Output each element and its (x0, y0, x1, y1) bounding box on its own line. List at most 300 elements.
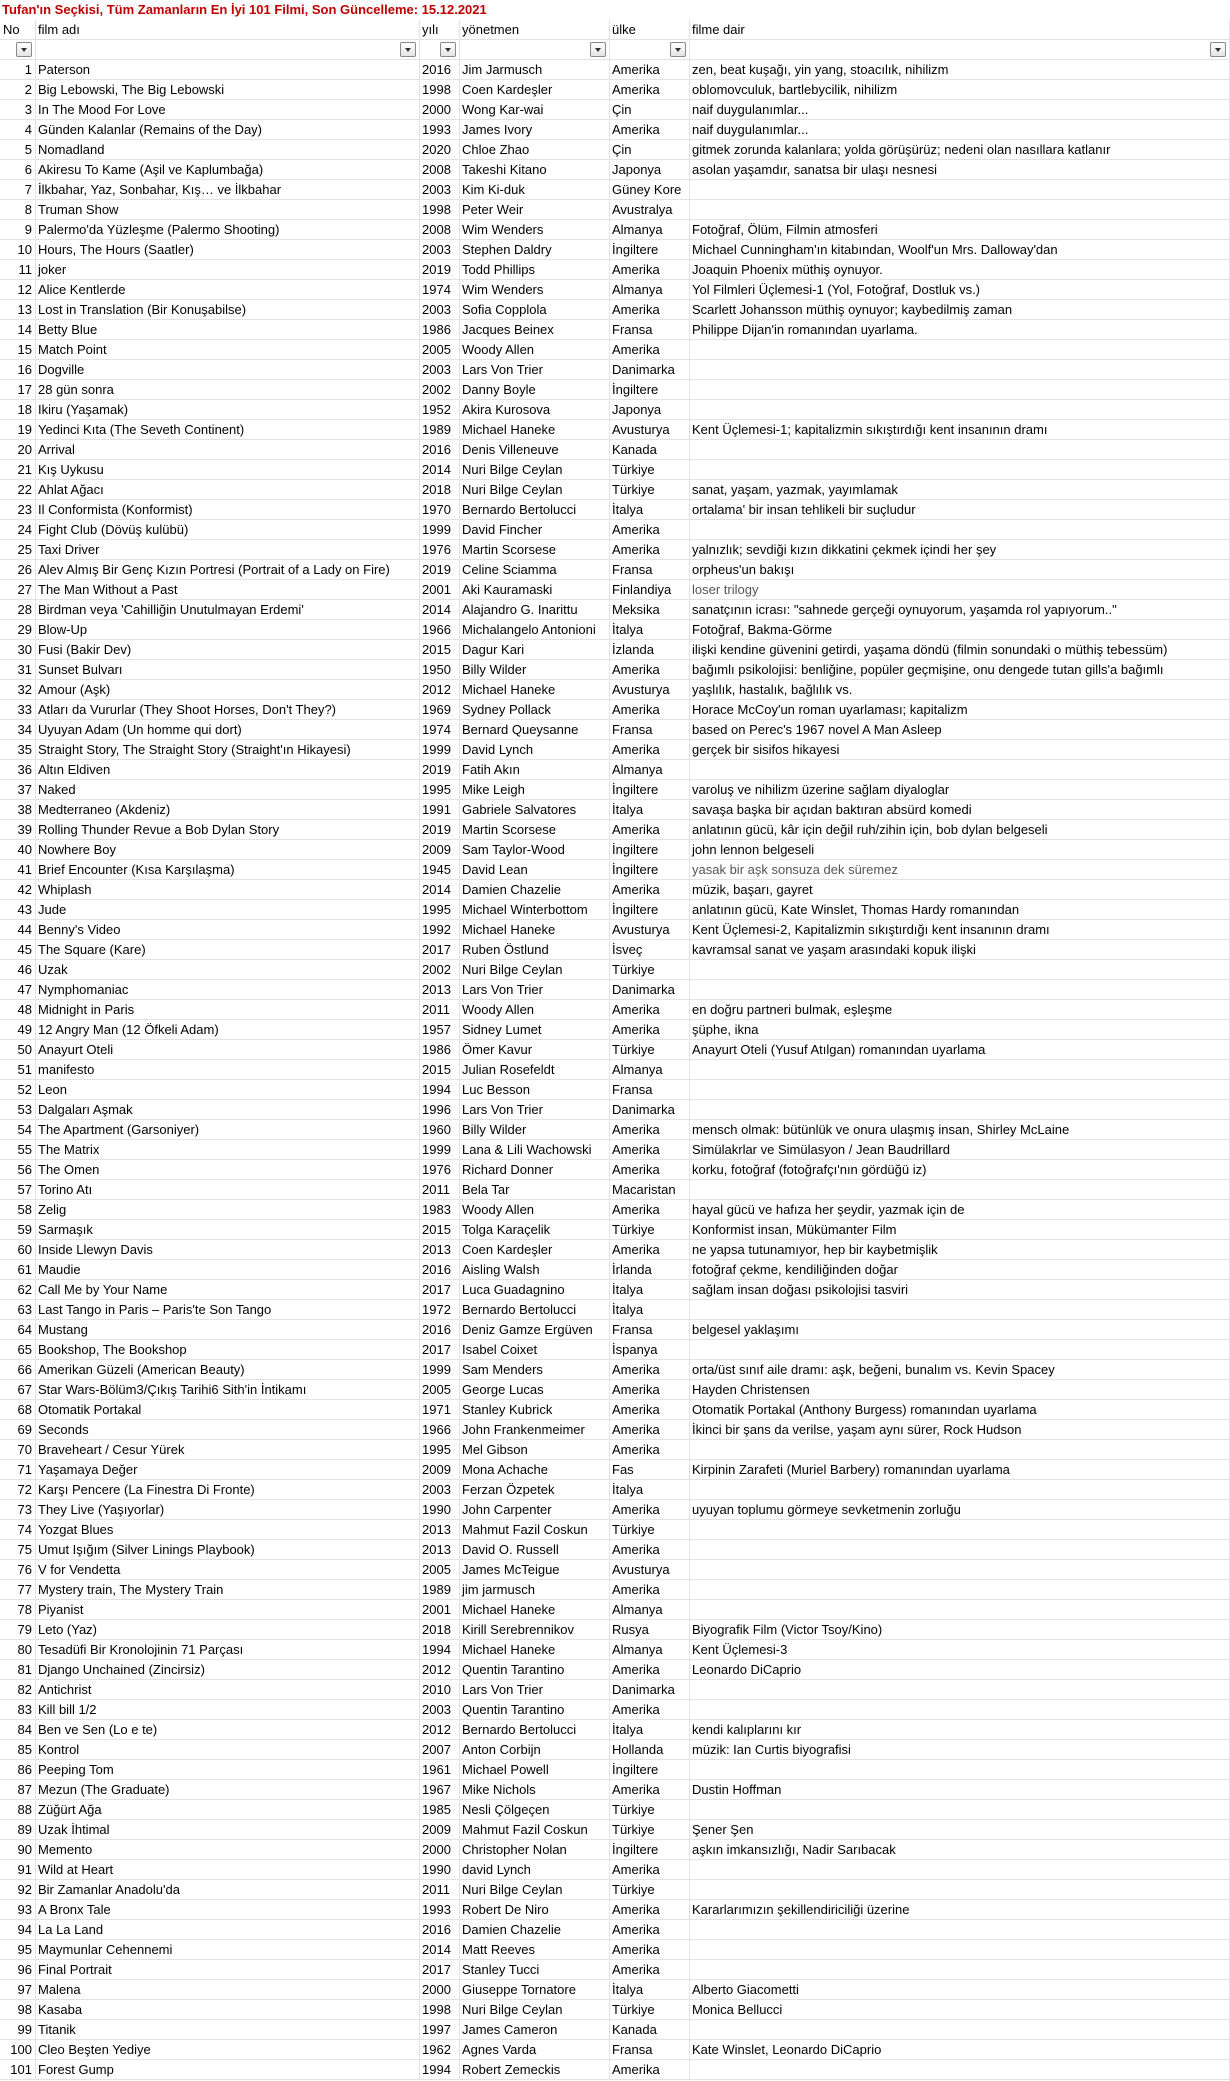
cell-country[interactable]: İzlanda (610, 640, 690, 660)
cell-notes[interactable]: orta/üst sınıf aile dramı: aşk, beğeni, bunalım vs. Kevin Spacey (690, 1360, 1230, 1380)
cell-year[interactable]: 2014 (420, 460, 460, 480)
cell-director[interactable]: Kim Ki-duk (460, 180, 610, 200)
cell-no[interactable]: 78 (0, 1600, 36, 1620)
cell-director[interactable]: Nuri Bilge Ceylan (460, 960, 610, 980)
cell-year[interactable]: 2000 (420, 100, 460, 120)
cell-no[interactable]: 96 (0, 1960, 36, 1980)
cell-film-title[interactable]: Jude (36, 900, 420, 920)
cell-no[interactable]: 56 (0, 1160, 36, 1180)
cell-director[interactable]: Mel Gibson (460, 1440, 610, 1460)
cell-country[interactable]: Amerika (610, 1380, 690, 1400)
cell-country[interactable]: İngiltere (610, 1840, 690, 1860)
cell-notes[interactable]: Kent Üçlemesi-2, Kapitalizmin sıkıştırdığı kent insanının dramı (690, 920, 1230, 940)
filter-dropdown-icon[interactable] (670, 42, 686, 57)
cell-notes[interactable]: Monica Bellucci (690, 2000, 1230, 2020)
cell-no[interactable]: 89 (0, 1820, 36, 1840)
filter-dropdown-icon[interactable] (440, 42, 456, 57)
cell-notes[interactable]: anlatının gücü, Kate Winslet, Thomas Hardy romanından (690, 900, 1230, 920)
cell-director[interactable]: Michalangelo Antonioni (460, 620, 610, 640)
cell-director[interactable]: Lars Von Trier (460, 1680, 610, 1700)
cell-year[interactable]: 2015 (420, 1060, 460, 1080)
cell-notes[interactable]: Otomatik Portakal (Anthony Burgess) romanından uyarlama (690, 1400, 1230, 1420)
cell-film-title[interactable]: Malena (36, 1980, 420, 2000)
cell-country[interactable]: Almanya (610, 1060, 690, 1080)
cell-country[interactable]: Rusya (610, 1620, 690, 1640)
cell-country[interactable]: İsveç (610, 940, 690, 960)
cell-no[interactable]: 1 (0, 60, 36, 80)
cell-year[interactable]: 2019 (420, 760, 460, 780)
cell-no[interactable]: 81 (0, 1660, 36, 1680)
cell-director[interactable]: Ruben Östlund (460, 940, 610, 960)
cell-country[interactable]: Türkiye (610, 480, 690, 500)
cell-film-title[interactable]: Amerikan Güzeli (American Beauty) (36, 1360, 420, 1380)
cell-notes[interactable]: Hayden Christensen (690, 1380, 1230, 1400)
cell-no[interactable]: 52 (0, 1080, 36, 1100)
cell-notes[interactable]: orpheus'un bakışı (690, 560, 1230, 580)
cell-director[interactable]: Aki Kauramaski (460, 580, 610, 600)
cell-director[interactable]: Bernard Queysanne (460, 720, 610, 740)
cell-country[interactable]: Amerika (610, 1440, 690, 1460)
cell-no[interactable]: 88 (0, 1800, 36, 1820)
cell-no[interactable]: 82 (0, 1680, 36, 1700)
cell-year[interactable]: 1994 (420, 1640, 460, 1660)
cell-notes[interactable]: sanatçının icrası: "sahnede gerçeği oynuyorum, yaşamda rol yapıyorum.." (690, 600, 1230, 620)
cell-country[interactable]: Meksika (610, 600, 690, 620)
cell-director[interactable]: James Cameron (460, 2020, 610, 2040)
cell-director[interactable]: Coen Kardeşler (460, 80, 610, 100)
cell-notes[interactable]: gerçek bir sisifos hikayesi (690, 740, 1230, 760)
cell-film-title[interactable]: Anayurt Oteli (36, 1040, 420, 1060)
cell-no[interactable]: 50 (0, 1040, 36, 1060)
cell-no[interactable]: 92 (0, 1880, 36, 1900)
cell-film-title[interactable]: Medterraneo (Akdeniz) (36, 800, 420, 820)
filter-dropdown-icon[interactable] (400, 42, 416, 57)
filter-dropdown-icon[interactable] (1210, 42, 1226, 57)
cell-country[interactable]: Danimarka (610, 980, 690, 1000)
cell-director[interactable]: Denis Villeneuve (460, 440, 610, 460)
cell-country[interactable]: Finlandiya (610, 580, 690, 600)
cell-notes[interactable] (690, 1560, 1230, 1580)
cell-film-title[interactable]: Bookshop, The Bookshop (36, 1340, 420, 1360)
cell-country[interactable]: Hollanda (610, 1740, 690, 1760)
cell-country[interactable]: Japonya (610, 400, 690, 420)
cell-director[interactable]: Danny Boyle (460, 380, 610, 400)
cell-no[interactable]: 67 (0, 1380, 36, 1400)
cell-no[interactable]: 68 (0, 1400, 36, 1420)
cell-no[interactable]: 48 (0, 1000, 36, 1020)
cell-year[interactable]: 2017 (420, 940, 460, 960)
cell-country[interactable]: Amerika (610, 120, 690, 140)
cell-year[interactable]: 2011 (420, 1180, 460, 1200)
cell-no[interactable]: 36 (0, 760, 36, 780)
cell-country[interactable]: Amerika (610, 660, 690, 680)
cell-film-title[interactable]: Mezun (The Graduate) (36, 1780, 420, 1800)
cell-year[interactable]: 2000 (420, 1980, 460, 2000)
cell-film-title[interactable]: Ben ve Sen (Lo e te) (36, 1720, 420, 1740)
cell-film-title[interactable]: Kill bill 1/2 (36, 1700, 420, 1720)
cell-film-title[interactable]: Maudie (36, 1260, 420, 1280)
cell-notes[interactable]: Horace McCoy'un roman uyarlaması; kapitalizm (690, 700, 1230, 720)
cell-country[interactable]: Avusturya (610, 1560, 690, 1580)
cell-year[interactable]: 1960 (420, 1120, 460, 1140)
cell-notes[interactable]: Kirpinin Zarafeti (Muriel Barbery) romanından uyarlama (690, 1460, 1230, 1480)
cell-notes[interactable]: naif duygulanımlar... (690, 120, 1230, 140)
cell-no[interactable]: 39 (0, 820, 36, 840)
cell-film-title[interactable]: Star Wars-Bölüm3/Çıkış Tarihi6 Sith'in İntikamı (36, 1380, 420, 1400)
cell-year[interactable]: 2005 (420, 1560, 460, 1580)
cell-no[interactable]: 83 (0, 1700, 36, 1720)
cell-country[interactable]: Amerika (610, 80, 690, 100)
cell-notes[interactable] (690, 360, 1230, 380)
cell-no[interactable]: 86 (0, 1760, 36, 1780)
cell-year[interactable]: 2000 (420, 1840, 460, 1860)
cell-director[interactable]: Martin Scorsese (460, 540, 610, 560)
cell-country[interactable]: Kanada (610, 440, 690, 460)
cell-notes[interactable] (690, 1480, 1230, 1500)
cell-director[interactable]: Matt Reeves (460, 1940, 610, 1960)
cell-film-title[interactable]: A Bronx Tale (36, 1900, 420, 1920)
cell-no[interactable]: 80 (0, 1640, 36, 1660)
cell-year[interactable]: 1989 (420, 1580, 460, 1600)
cell-year[interactable]: 1991 (420, 800, 460, 820)
cell-year[interactable]: 2020 (420, 140, 460, 160)
cell-no[interactable]: 33 (0, 700, 36, 720)
cell-film-title[interactable]: Bir Zamanlar Anadolu'da (36, 1880, 420, 1900)
cell-notes[interactable]: ne yapsa tutunamıyor, hep bir kaybetmişlik (690, 1240, 1230, 1260)
cell-director[interactable]: David Fincher (460, 520, 610, 540)
cell-no[interactable]: 84 (0, 1720, 36, 1740)
cell-notes[interactable] (690, 2020, 1230, 2040)
cell-no[interactable]: 77 (0, 1580, 36, 1600)
cell-country[interactable]: Türkiye (610, 960, 690, 980)
cell-director[interactable]: Woody Allen (460, 1200, 610, 1220)
cell-notes[interactable]: mensch olmak: bütünlük ve onura ulaşmış insan, Shirley McLaine (690, 1120, 1230, 1140)
cell-director[interactable]: Michael Haneke (460, 1640, 610, 1660)
cell-country[interactable]: Amerika (610, 1360, 690, 1380)
cell-no[interactable]: 51 (0, 1060, 36, 1080)
cell-film-title[interactable]: 12 Angry Man (12 Öfkeli Adam) (36, 1020, 420, 1040)
cell-country[interactable]: Fransa (610, 560, 690, 580)
cell-film-title[interactable]: Titanik (36, 2020, 420, 2040)
cell-no[interactable]: 10 (0, 240, 36, 260)
cell-director[interactable]: Martin Scorsese (460, 820, 610, 840)
cell-film-title[interactable]: Karşı Pencere (La Finestra Di Fronte) (36, 1480, 420, 1500)
cell-country[interactable]: Amerika (610, 1000, 690, 1020)
cell-film-title[interactable]: Taxi Driver (36, 540, 420, 560)
cell-no[interactable]: 16 (0, 360, 36, 380)
cell-film-title[interactable]: Uzak (36, 960, 420, 980)
cell-year[interactable]: 2015 (420, 640, 460, 660)
cell-country[interactable]: Amerika (610, 1140, 690, 1160)
cell-director[interactable]: Aisling Walsh (460, 1260, 610, 1280)
cell-notes[interactable]: Kararlarımızın şekillendiriciliği üzerine (690, 1900, 1230, 1920)
cell-film-title[interactable]: Alev Almış Bir Genç Kızın Portresi (Portrait of a Lady on Fire) (36, 560, 420, 580)
cell-director[interactable]: Christopher Nolan (460, 1840, 610, 1860)
cell-director[interactable]: Robert De Niro (460, 1900, 610, 1920)
cell-notes[interactable] (690, 400, 1230, 420)
cell-film-title[interactable]: Leto (Yaz) (36, 1620, 420, 1640)
cell-no[interactable]: 73 (0, 1500, 36, 1520)
cell-country[interactable]: Avusturya (610, 680, 690, 700)
cell-year[interactable]: 1998 (420, 200, 460, 220)
cell-film-title[interactable]: joker (36, 260, 420, 280)
cell-country[interactable]: Kanada (610, 2020, 690, 2040)
cell-no[interactable]: 44 (0, 920, 36, 940)
cell-director[interactable]: jim jarmusch (460, 1580, 610, 1600)
cell-notes[interactable]: Joaquin Phoenix müthiş oynuyor. (690, 260, 1230, 280)
cell-year[interactable]: 2010 (420, 1680, 460, 1700)
cell-director[interactable]: Woody Allen (460, 340, 610, 360)
cell-year[interactable]: 1995 (420, 1440, 460, 1460)
cell-country[interactable]: Amerika (610, 1420, 690, 1440)
cell-notes[interactable] (690, 180, 1230, 200)
cell-year[interactable]: 1976 (420, 1160, 460, 1180)
cell-film-title[interactable]: Günden Kalanlar (Remains of the Day) (36, 120, 420, 140)
cell-no[interactable]: 15 (0, 340, 36, 360)
cell-film-title[interactable]: Truman Show (36, 200, 420, 220)
cell-country[interactable]: Güney Kore (610, 180, 690, 200)
cell-year[interactable]: 2013 (420, 1240, 460, 1260)
cell-film-title[interactable]: Blow-Up (36, 620, 420, 640)
cell-film-title[interactable]: Last Tango in Paris – Paris'te Son Tango (36, 1300, 420, 1320)
cell-year[interactable]: 2009 (420, 840, 460, 860)
cell-country[interactable]: Türkiye (610, 2000, 690, 2020)
cell-director[interactable]: Chloe Zhao (460, 140, 610, 160)
cell-film-title[interactable]: Seconds (36, 1420, 420, 1440)
cell-year[interactable]: 1985 (420, 1800, 460, 1820)
cell-year[interactable]: 2009 (420, 1460, 460, 1480)
cell-no[interactable]: 11 (0, 260, 36, 280)
cell-no[interactable]: 9 (0, 220, 36, 240)
cell-notes[interactable] (690, 460, 1230, 480)
cell-film-title[interactable]: Nomadland (36, 140, 420, 160)
cell-notes[interactable] (690, 1440, 1230, 1460)
cell-no[interactable]: 55 (0, 1140, 36, 1160)
cell-country[interactable]: Fransa (610, 320, 690, 340)
cell-no[interactable]: 75 (0, 1540, 36, 1560)
cell-notes[interactable] (690, 440, 1230, 460)
cell-director[interactable]: Richard Donner (460, 1160, 610, 1180)
cell-film-title[interactable]: 28 gün sonra (36, 380, 420, 400)
cell-notes[interactable] (690, 1100, 1230, 1120)
cell-year[interactable]: 1993 (420, 1900, 460, 1920)
cell-year[interactable]: 1966 (420, 1420, 460, 1440)
cell-director[interactable]: Bernardo Bertolucci (460, 1300, 610, 1320)
cell-director[interactable]: Mike Leigh (460, 780, 610, 800)
cell-no[interactable]: 5 (0, 140, 36, 160)
cell-country[interactable]: Türkiye (610, 1800, 690, 1820)
cell-year[interactable]: 1967 (420, 1780, 460, 1800)
cell-no[interactable]: 49 (0, 1020, 36, 1040)
cell-notes[interactable] (690, 340, 1230, 360)
cell-director[interactable]: Bela Tar (460, 1180, 610, 1200)
cell-notes[interactable]: Şener Şen (690, 1820, 1230, 1840)
cell-year[interactable]: 2018 (420, 1620, 460, 1640)
cell-year[interactable]: 2016 (420, 60, 460, 80)
cell-year[interactable]: 1983 (420, 1200, 460, 1220)
cell-film-title[interactable]: Tesadüfi Bir Kronolojinin 71 Parçası (36, 1640, 420, 1660)
cell-year[interactable]: 2016 (420, 1920, 460, 1940)
cell-year[interactable]: 2017 (420, 1340, 460, 1360)
cell-country[interactable]: Avusturya (610, 920, 690, 940)
cell-film-title[interactable]: Atları da Vururlar (They Shoot Horses, Don't They?) (36, 700, 420, 720)
cell-notes[interactable] (690, 1300, 1230, 1320)
cell-year[interactable]: 2013 (420, 1540, 460, 1560)
cell-country[interactable]: Amerika (610, 1940, 690, 1960)
cell-film-title[interactable]: Mystery train, The Mystery Train (36, 1580, 420, 1600)
cell-country[interactable]: Amerika (610, 1660, 690, 1680)
cell-year[interactable]: 1945 (420, 860, 460, 880)
cell-year[interactable]: 2012 (420, 1720, 460, 1740)
cell-year[interactable]: 1970 (420, 500, 460, 520)
cell-film-title[interactable]: Dogville (36, 360, 420, 380)
cell-no[interactable]: 63 (0, 1300, 36, 1320)
cell-no[interactable]: 97 (0, 1980, 36, 2000)
cell-film-title[interactable]: Hours, The Hours (Saatler) (36, 240, 420, 260)
cell-notes[interactable]: Leonardo DiCaprio (690, 1660, 1230, 1680)
cell-country[interactable]: İtalya (610, 800, 690, 820)
cell-notes[interactable] (690, 1180, 1230, 1200)
cell-film-title[interactable]: Brief Encounter (Kısa Karşılaşma) (36, 860, 420, 880)
cell-notes[interactable]: Fotoğraf, Ölüm, Filmin atmosferi (690, 220, 1230, 240)
cell-notes[interactable]: bağımlı psikolojisi: benliğine, popüler geçmişine, onu dengede tutan gills'a bağımlı (690, 660, 1230, 680)
cell-notes[interactable]: savaşa başka bir açıdan baktıran absürd komedi (690, 800, 1230, 820)
cell-country[interactable]: İtalya (610, 1480, 690, 1500)
cell-country[interactable]: Fas (610, 1460, 690, 1480)
cell-film-title[interactable]: Paterson (36, 60, 420, 80)
cell-film-title[interactable]: The Omen (36, 1160, 420, 1180)
cell-year[interactable]: 2005 (420, 1380, 460, 1400)
cell-film-title[interactable]: In The Mood For Love (36, 100, 420, 120)
cell-year[interactable]: 2003 (420, 1700, 460, 1720)
cell-film-title[interactable]: Maymunlar Cehennemi (36, 1940, 420, 1960)
cell-film-title[interactable]: The Man Without a Past (36, 580, 420, 600)
cell-director[interactable]: david Lynch (460, 1860, 610, 1880)
cell-film-title[interactable]: Antichrist (36, 1680, 420, 1700)
cell-film-title[interactable]: Arrival (36, 440, 420, 460)
cell-country[interactable]: Fransa (610, 2040, 690, 2060)
cell-notes[interactable]: Simülakrlar ve Simülasyon / Jean Baudrillard (690, 1140, 1230, 1160)
cell-notes[interactable]: fotoğraf çekme, kendiliğinden doğar (690, 1260, 1230, 1280)
cell-country[interactable]: Amerika (610, 820, 690, 840)
cell-no[interactable]: 69 (0, 1420, 36, 1440)
cell-year[interactable]: 1993 (420, 120, 460, 140)
cell-notes[interactable] (690, 1700, 1230, 1720)
cell-director[interactable]: Michael Haneke (460, 1600, 610, 1620)
cell-year[interactable]: 2003 (420, 180, 460, 200)
cell-no[interactable]: 100 (0, 2040, 36, 2060)
cell-year[interactable]: 1992 (420, 920, 460, 940)
cell-notes[interactable]: şüphe, ikna (690, 1020, 1230, 1040)
cell-country[interactable]: Amerika (610, 740, 690, 760)
cell-director[interactable]: Wim Wenders (460, 280, 610, 300)
cell-director[interactable]: Fatih Akın (460, 760, 610, 780)
cell-film-title[interactable]: Birdman veya 'Cahilliğin Unutulmayan Erdemi' (36, 600, 420, 620)
cell-year[interactable]: 2003 (420, 240, 460, 260)
cell-film-title[interactable]: Yedinci Kıta (The Seveth Continent) (36, 420, 420, 440)
cell-film-title[interactable]: Otomatik Portakal (36, 1400, 420, 1420)
cell-year[interactable]: 2008 (420, 160, 460, 180)
cell-notes[interactable]: müzik: Ian Curtis biyografisi (690, 1740, 1230, 1760)
cell-year[interactable]: 1962 (420, 2040, 460, 2060)
filter-dropdown-icon[interactable] (16, 42, 32, 57)
cell-director[interactable]: David Lynch (460, 740, 610, 760)
cell-year[interactable]: 1950 (420, 660, 460, 680)
cell-year[interactable]: 2003 (420, 360, 460, 380)
cell-director[interactable]: Bernardo Bertolucci (460, 1720, 610, 1740)
cell-year[interactable]: 1999 (420, 520, 460, 540)
cell-director[interactable]: Michael Haneke (460, 920, 610, 940)
cell-country[interactable]: Amerika (610, 1580, 690, 1600)
cell-year[interactable]: 2014 (420, 1940, 460, 1960)
cell-director[interactable]: Dagur Kari (460, 640, 610, 660)
cell-notes[interactable]: asolan yaşamdır, sanatsa bir ulaşı nesnesi (690, 160, 1230, 180)
cell-no[interactable]: 98 (0, 2000, 36, 2020)
cell-year[interactable]: 2003 (420, 300, 460, 320)
cell-no[interactable]: 57 (0, 1180, 36, 1200)
cell-film-title[interactable]: Lost in Translation (Bir Konuşabilse) (36, 300, 420, 320)
cell-film-title[interactable]: Betty Blue (36, 320, 420, 340)
cell-director[interactable]: Quentin Tarantino (460, 1700, 610, 1720)
cell-director[interactable]: Nuri Bilge Ceylan (460, 460, 610, 480)
cell-director[interactable]: Mahmut Fazil Coskun (460, 1820, 610, 1840)
cell-year[interactable]: 1952 (420, 400, 460, 420)
cell-film-title[interactable]: Alice Kentlerde (36, 280, 420, 300)
cell-notes[interactable]: yasak bir aşk sonsuza dek süremez (690, 860, 1230, 880)
cell-film-title[interactable]: Memento (36, 1840, 420, 1860)
cell-country[interactable]: Macaristan (610, 1180, 690, 1200)
cell-year[interactable]: 1999 (420, 1360, 460, 1380)
cell-no[interactable]: 2 (0, 80, 36, 100)
cell-notes[interactable]: gitmek zorunda kalanlara; yolda görüşürüz; nedeni olan nasıllara katlanır (690, 140, 1230, 160)
cell-no[interactable]: 58 (0, 1200, 36, 1220)
cell-year[interactable]: 1998 (420, 2000, 460, 2020)
cell-no[interactable]: 14 (0, 320, 36, 340)
cell-director[interactable]: Julian Rosefeldt (460, 1060, 610, 1080)
cell-director[interactable]: David O. Russell (460, 1540, 610, 1560)
cell-year[interactable]: 1961 (420, 1760, 460, 1780)
cell-year[interactable]: 2011 (420, 1880, 460, 1900)
cell-director[interactable]: Lana & Lili Wachowski (460, 1140, 610, 1160)
cell-notes[interactable]: Alberto Giacometti (690, 1980, 1230, 2000)
cell-director[interactable]: Anton Corbijn (460, 1740, 610, 1760)
cell-film-title[interactable]: Rolling Thunder Revue a Bob Dylan Story (36, 820, 420, 840)
cell-country[interactable]: Amerika (610, 300, 690, 320)
cell-country[interactable]: Fransa (610, 720, 690, 740)
cell-year[interactable]: 2016 (420, 1320, 460, 1340)
cell-no[interactable]: 3 (0, 100, 36, 120)
cell-film-title[interactable]: The Square (Kare) (36, 940, 420, 960)
cell-film-title[interactable]: Uyuyan Adam (Un homme qui dort) (36, 720, 420, 740)
cell-film-title[interactable]: Kontrol (36, 1740, 420, 1760)
cell-notes[interactable]: Scarlett Johansson müthiş oynuyor; kaybedilmiş zaman (690, 300, 1230, 320)
cell-no[interactable]: 74 (0, 1520, 36, 1540)
cell-country[interactable]: Amerika (610, 1200, 690, 1220)
cell-no[interactable]: 101 (0, 2060, 36, 2080)
cell-notes[interactable] (690, 1760, 1230, 1780)
cell-film-title[interactable]: Yozgat Blues (36, 1520, 420, 1540)
cell-country[interactable]: Amerika (610, 1400, 690, 1420)
cell-country[interactable]: İtalya (610, 1280, 690, 1300)
cell-no[interactable]: 59 (0, 1220, 36, 1240)
cell-notes[interactable] (690, 1800, 1230, 1820)
cell-film-title[interactable]: Sunset Bulvarı (36, 660, 420, 680)
cell-film-title[interactable]: Dalgaları Aşmak (36, 1100, 420, 1120)
cell-year[interactable]: 1974 (420, 720, 460, 740)
cell-film-title[interactable]: Benny's Video (36, 920, 420, 940)
cell-director[interactable]: John Frankenmeimer (460, 1420, 610, 1440)
cell-film-title[interactable]: Nymphomaniac (36, 980, 420, 1000)
